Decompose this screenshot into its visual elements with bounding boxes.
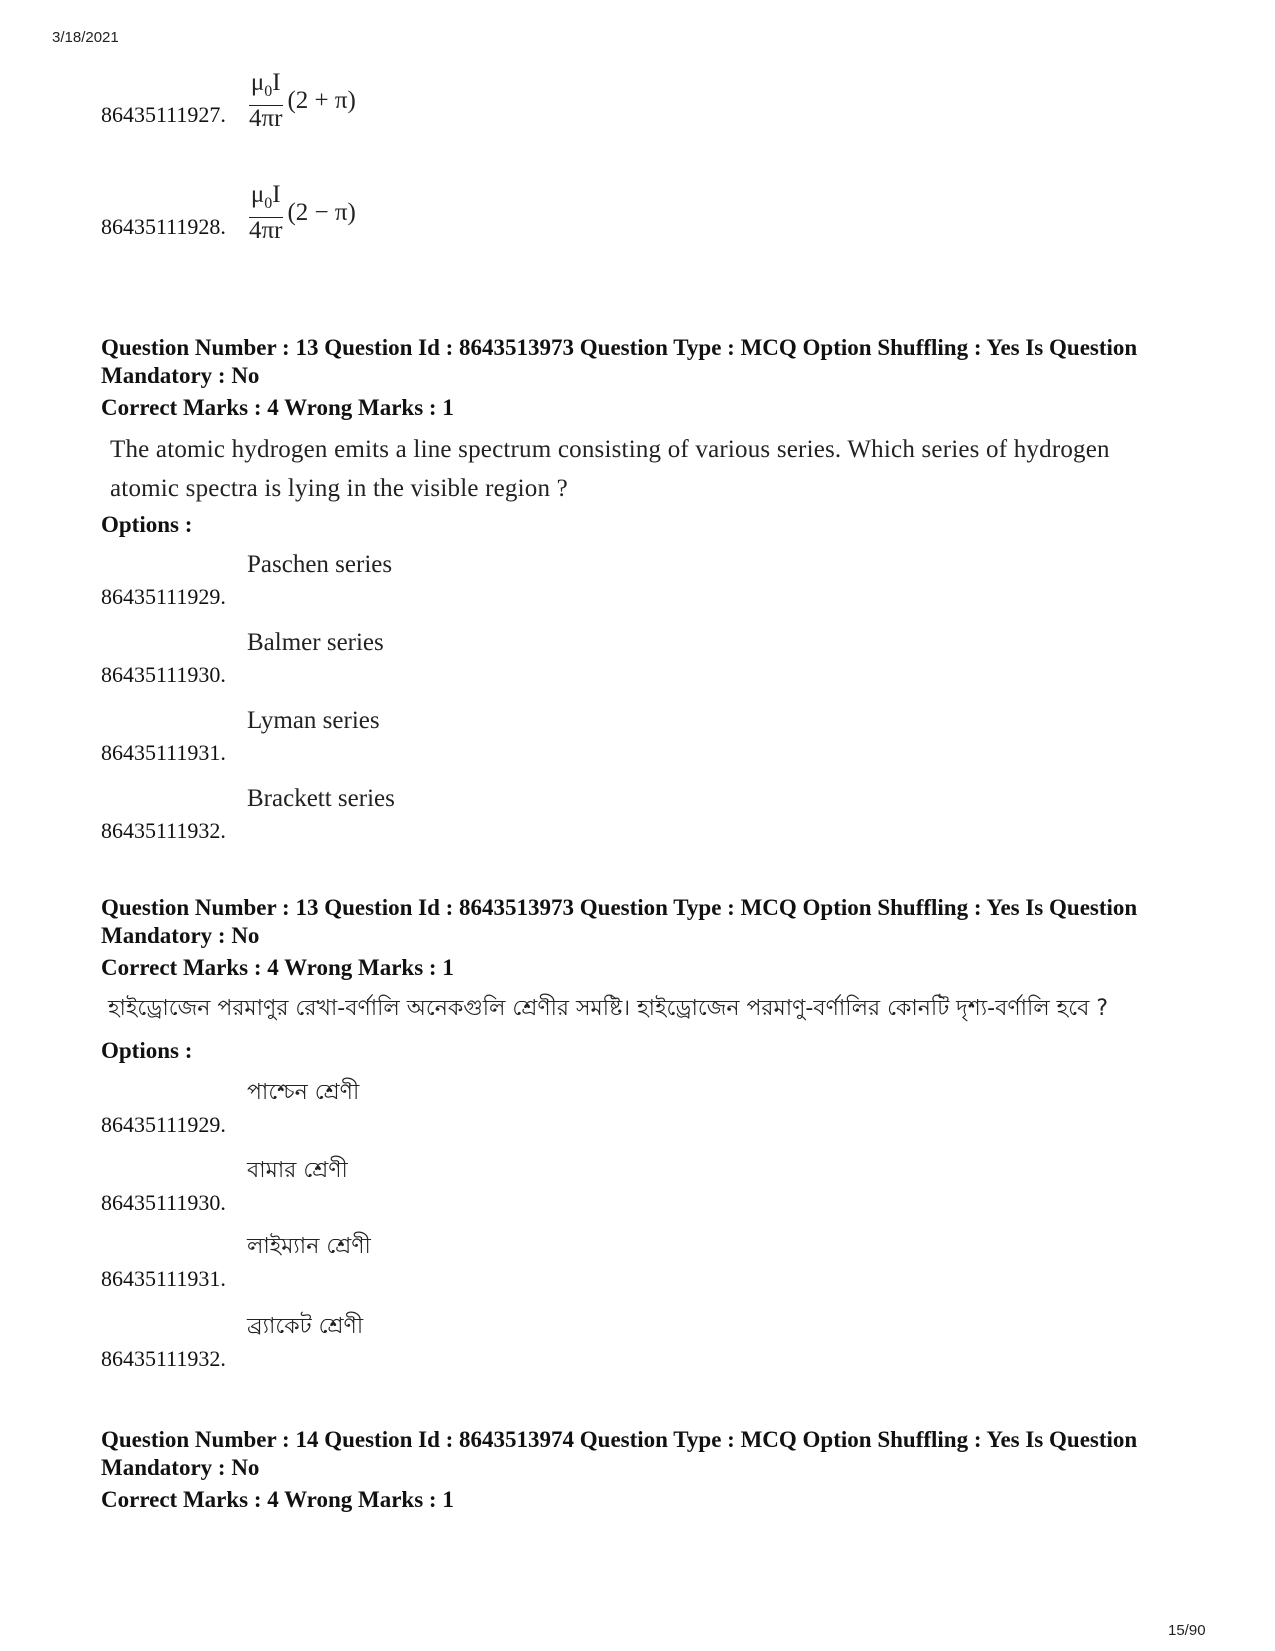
options-label: Options : [101, 1038, 193, 1063]
option-id: 86435111928. [101, 214, 226, 239]
option-id: 86435111931. [101, 1266, 226, 1291]
options-label: Options : [101, 512, 193, 537]
option-text: লাইম্যান শ্রেণী [247, 1234, 371, 1259]
question-header: Question Number : 13 Question Id : 8643513973 Question Type : MCQ Option Shuffling : Yes Is Question Mandatory : No [101, 895, 1138, 948]
option-id: 86435111931. [101, 740, 226, 765]
option-text: Brackett series [247, 785, 395, 812]
question-marks: Correct Marks : 4 Wrong Marks : 1 [101, 955, 454, 980]
option-row [101, 1232, 1201, 1292]
page-number: 15/90 [1168, 1622, 1206, 1639]
option-row [101, 784, 1201, 844]
option-id: 86435111930. [101, 1190, 226, 1215]
fraction-denominator: 4πr [249, 105, 283, 132]
option-row [101, 1078, 1201, 1138]
option-id: 86435111927. [101, 102, 226, 127]
option-id: 86435111929. [101, 584, 226, 609]
option-row [101, 180, 1201, 244]
option-id: 86435111930. [101, 662, 226, 687]
fraction-numerator: $\mu_0I$ [249, 182, 283, 218]
option-text: পাশ্চেন শ্রেণী [247, 1080, 360, 1105]
page-date: 3/18/2021 [52, 29, 119, 46]
option-row [101, 1312, 1201, 1372]
option-text: বামার শ্রেণী [247, 1158, 348, 1183]
fraction-formula [247, 70, 356, 132]
option-row [101, 1156, 1201, 1216]
question-text: The atomic hydrogen emits a line spectrum consisting of various series. Which series of hydrogen atomic spectra is lying in the visible region ? [110, 436, 1110, 502]
option-text: Balmer series [247, 629, 384, 656]
option-row [101, 706, 1201, 766]
option-row [101, 550, 1201, 610]
question-marks: Correct Marks : 4 Wrong Marks : 1 [101, 1487, 454, 1512]
question-header: Question Number : 14 Question Id : 8643513974 Question Type : MCQ Option Shuffling : Yes Is Question Mandatory : No [101, 1427, 1138, 1480]
option-id: 86435111932. [101, 1346, 226, 1371]
option-id: 86435111932. [101, 818, 226, 843]
option-text: ব্র্যাকেট শ্রেণী [247, 1314, 364, 1339]
option-row [101, 628, 1201, 688]
question-marks: Correct Marks : 4 Wrong Marks : 1 [101, 395, 454, 420]
question-text: হাইড্রোজেন পরমাণুর রেখা-বর্ণালি অনেকগুলি শ্রেণীর সমষ্টি। হাইড্রোজেন পরমাণু-বর্ণালির কোনটি দৃশ্য-বর্ণালি হবে ? [108, 996, 1108, 1021]
option-id: 86435111929. [101, 1112, 226, 1137]
option-text: Paschen series [247, 551, 393, 578]
option-formula [247, 68, 356, 132]
option-formula [247, 180, 356, 244]
formula-tail: (2 − π) [287, 199, 356, 226]
fraction-formula [247, 182, 356, 244]
fraction-denominator: 4πr [249, 217, 283, 244]
fraction-numerator: $\mu_0I$ [249, 70, 283, 106]
option-text: Lyman series [247, 707, 380, 734]
question-header: Question Number : 13 Question Id : 8643513973 Question Type : MCQ Option Shuffling : Yes Is Question Mandatory : No [101, 335, 1138, 388]
option-row [101, 68, 1201, 132]
formula-tail: (2 + π) [287, 87, 356, 114]
